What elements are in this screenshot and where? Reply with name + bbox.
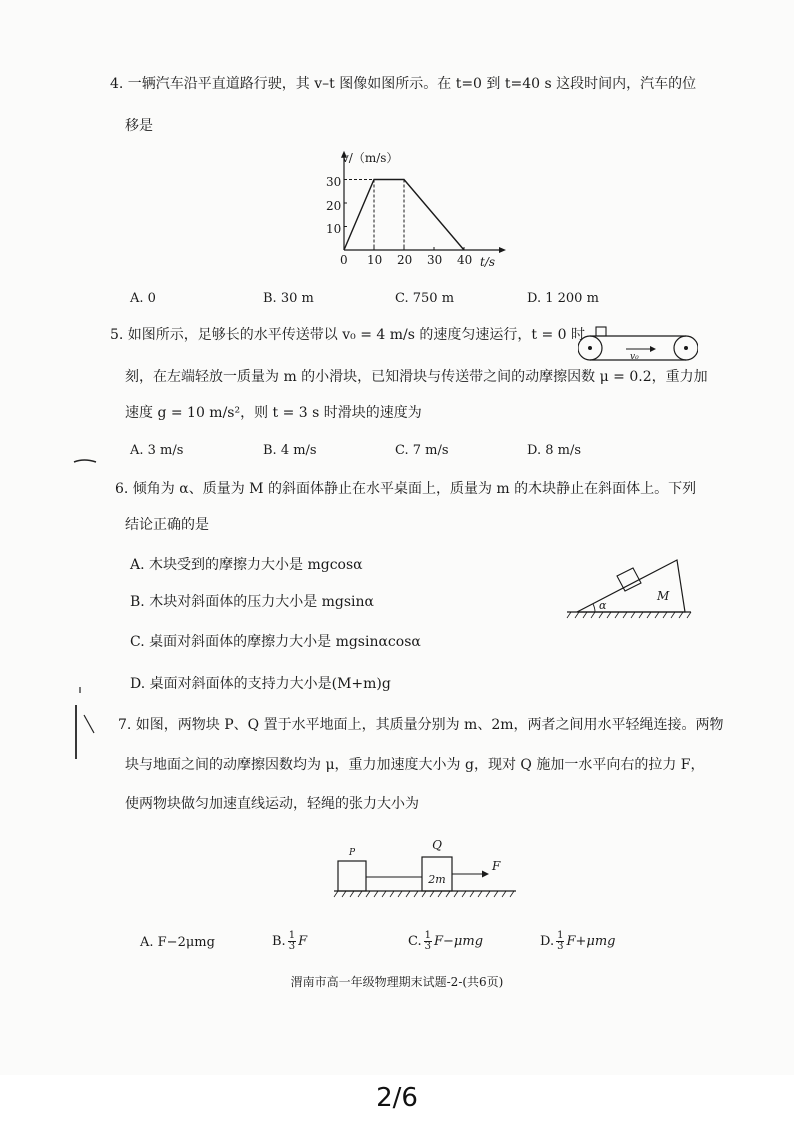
page-number: 2/6 — [0, 1075, 794, 1121]
q5-stem-line2: 刻，在左端轻放一质量为 m 的小滑块，已知滑块与传送带之间的动摩擦因数 μ = 0.2，重力加 — [125, 369, 708, 385]
q7-option-d — [540, 928, 615, 956]
fraction-numerator: 1 — [424, 930, 431, 941]
q5-stem-line1: 5. 如图所示，足够长的水平传送带以 v₀ = 4 m/s 的速度匀速运行，t = 0 时 — [110, 327, 586, 343]
x-axis-arrow — [499, 247, 506, 253]
q5-stem-line3: 速度 g = 10 m/s²，则 t = 3 s 时滑块的速度为 — [125, 405, 422, 421]
vt-xtick-40: 40 — [457, 253, 473, 267]
q5-conveyor-belt-figure — [578, 322, 698, 364]
fraction-denominator: 3 — [424, 941, 431, 952]
q7-option-c-letter: C. — [408, 934, 422, 949]
q7-option-b-term: F — [298, 934, 308, 949]
fraction-one-third — [556, 931, 564, 952]
incline-mass-label: M — [657, 589, 670, 603]
fraction-denominator: 3 — [557, 941, 564, 952]
fraction-numerator: 1 — [557, 930, 564, 941]
q7-stem-line1: 7. 如图，两物块 P、Q 置于水平地面上，其质量分别为 m、2m，两者之间用水平轻绳连接。两物 — [118, 717, 724, 733]
fraction-denominator: 3 — [288, 941, 296, 952]
q4-option-b: B. 30 m — [263, 291, 314, 306]
belt-velocity-label: v₀ — [630, 352, 639, 362]
force-label: F — [492, 859, 501, 873]
q4-option-d: D. 1 200 m — [527, 291, 599, 306]
vt-y-axis-label: v/（m/s） — [342, 151, 399, 165]
force-arrow — [482, 871, 489, 878]
q5-option-d: D. 8 m/s — [527, 443, 582, 458]
q5-option-a: A. 3 m/s — [130, 443, 184, 458]
q6-option-a: A. 木块受到的摩擦力大小是 mgcosα — [130, 557, 363, 573]
q4-stem-line1: 4. 一辆汽车沿平直道路行驶，其 v–t 图像如图所示。在 t=0 到 t=40 s 这段时间内，汽车的位 — [110, 76, 697, 92]
slider-block — [596, 327, 606, 336]
fraction-one-third — [288, 931, 296, 952]
q7-option-c — [408, 928, 483, 956]
vt-xtick-10: 10 — [367, 253, 383, 267]
vt-xtick-30: 30 — [427, 253, 443, 267]
q6-incline-figure — [565, 552, 695, 622]
vt-xtick-0: 0 — [340, 253, 348, 267]
q7-option-c-term: F−μmg — [434, 934, 484, 949]
q4-stem-line2: 移是 — [125, 118, 153, 134]
q4-option-c: C. 750 m — [395, 291, 455, 306]
margin-pen-mark — [68, 685, 108, 775]
vt-ytick-30: 30 — [326, 175, 342, 189]
block-q-label: Q — [432, 838, 442, 852]
fraction-numerator: 1 — [288, 930, 296, 941]
q7-stem-line3: 使两物块做匀加速直线运动，轻绳的张力大小为 — [125, 796, 419, 812]
vt-x-axis-label: t/s — [480, 255, 496, 269]
vt-xtick-20: 20 — [397, 253, 413, 267]
vt-ytick-10: 10 — [326, 222, 342, 236]
block-p — [338, 861, 366, 891]
block-p-label: P — [348, 848, 356, 858]
q7-stem-line2: 块与地面之间的动摩擦因数均为 μ，重力加速度大小为 g，现对 Q 施加一水平向右的拉力 F， — [125, 757, 705, 773]
q7-option-b-letter: B. — [272, 934, 286, 949]
q6-stem-line2: 结论正确的是 — [125, 517, 209, 533]
q6-option-b: B. 木块对斜面体的压力大小是 mgsinα — [130, 594, 375, 610]
q6-option-c: C. 桌面对斜面体的摩擦力大小是 mgsinαcosα — [130, 634, 421, 650]
q4-vt-graph — [320, 140, 510, 275]
wood-block — [617, 568, 641, 591]
q7-blocks-figure — [330, 835, 520, 905]
q7-option-d-letter: D. — [540, 934, 555, 949]
q6-option-d: D. 桌面对斜面体的支持力大小是(M+m)g — [130, 676, 391, 692]
q6-stem-line1: 6. 倾角为 α、质量为 M 的斜面体静止在水平桌面上，质量为 m 的木块静止在斜面体上。下列 — [115, 481, 697, 497]
page-footer: 渭南市高一年级物理期末试题-2-(共6页) — [290, 975, 504, 989]
q4-option-a: A. 0 — [130, 291, 156, 306]
q5-option-b: B. 4 m/s — [263, 443, 317, 458]
q7-option-a: A. F−2μmg — [140, 935, 215, 950]
scan-mark — [72, 455, 102, 467]
incline-angle-label: α — [599, 599, 607, 612]
q7-option-d-term: F+μmg — [566, 934, 616, 949]
q7-option-b — [272, 928, 307, 956]
fraction-one-third — [424, 931, 432, 952]
block-q-mass-label: 2m — [428, 873, 446, 886]
q5-option-c: C. 7 m/s — [395, 443, 449, 458]
vt-ytick-20: 20 — [326, 199, 342, 213]
